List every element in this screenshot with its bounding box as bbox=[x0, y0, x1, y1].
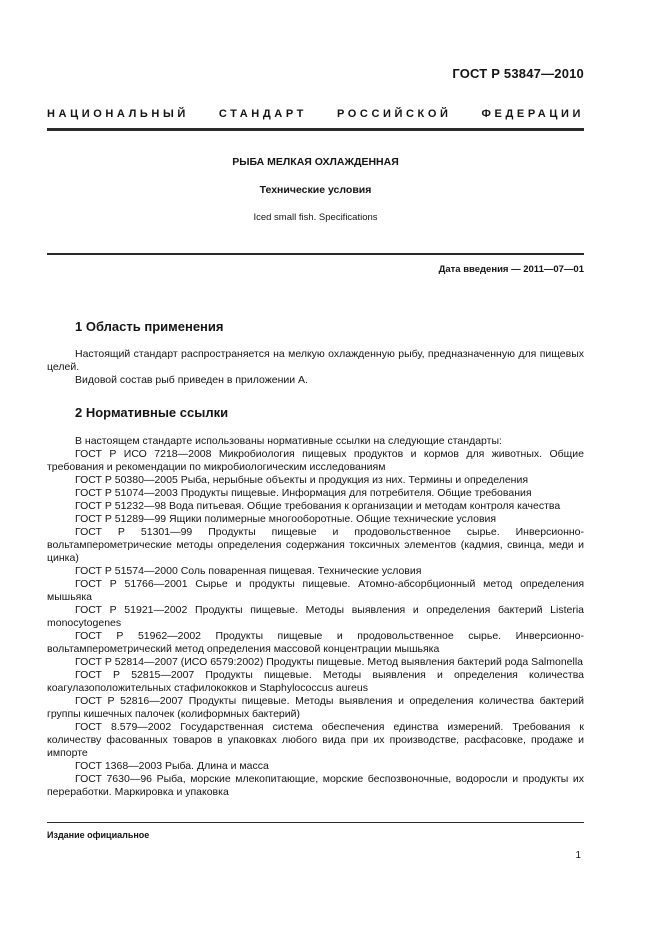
english-title: Iced small fish. Specifications bbox=[253, 212, 378, 223]
document-title: РЫБА МЕЛКАЯ ОХЛАЖДЕННАЯ bbox=[232, 156, 399, 168]
reference-item: ГОСТ Р 51074—2003 Продукты пищевые. Информация для потребителя. Общие требования bbox=[75, 487, 532, 499]
reference-item: ГОСТ Р 51962—2002 Продукты пищевые и продовольственное сырье. Инверсионно-вольтамперометрический метод определения массовой концентрации мышьяка bbox=[47, 630, 584, 655]
reference-item: ГОСТ Р 51574—2000 Соль поваренная пищевая. Технические условия bbox=[75, 565, 422, 577]
reference-item: ГОСТ Р 51232—98 Вода питьевая. Общие требования к организации и методам контроля качества bbox=[75, 500, 561, 512]
national-standard-banner: НАЦИОНАЛЬНЫЙ СТАНДАРТ РОССИЙСКОЙ ФЕДЕРАЦИИ bbox=[47, 108, 584, 120]
reference-item: ГОСТ Р 50380—2005 Рыба, нерыбные объекты и продукция из них. Термины и определения bbox=[75, 474, 529, 486]
title-divider bbox=[47, 253, 584, 255]
reference-item: ГОСТ 8.579—2002 Государственная система обеспечения единства измерений. Требования к количеству фасованных товаров в упаковках любого вида при их производстве, расфасовке, продаже и импорте bbox=[47, 721, 584, 759]
section-2-heading: 2 Нормативные ссылки bbox=[75, 405, 229, 420]
reference-item: ГОСТ Р 51766—2001 Сырье и продукты пищевые. Атомно-абсорбционный метод определения мышьяка bbox=[47, 578, 584, 603]
reference-item: ГОСТ Р 52816—2007 Продукты пищевые. Методы выявления и определения количества бактерий группы кишечных палочек (колиформных бактерий) bbox=[47, 695, 584, 720]
reference-item: ГОСТ Р 51289—99 Ящики полимерные многооборотные. Общие технические условия bbox=[75, 513, 497, 525]
paragraph: Настоящий стандарт распространяется на мелкую охлажденную рыбу, предназначенную для пищевых целей. bbox=[47, 348, 584, 373]
section-1-body bbox=[47, 348, 584, 387]
reference-item: ГОСТ 7630—96 Рыба, морские млекопитающие, морские беспозвоночные, водоросли и продукты их переработки. Маркировка и упаковка bbox=[47, 773, 584, 798]
reference-item: ГОСТ Р 52814—2007 (ИСО 6579:2002) Продукты пищевые. Метод выявления бактерий рода Salmonella bbox=[75, 656, 584, 668]
header-divider bbox=[47, 128, 584, 131]
introduction-date: Дата введения — 2011—07—01 bbox=[438, 264, 584, 275]
paragraph: Видовой состав рыб приведен в приложении А. bbox=[75, 374, 308, 386]
reference-item: ГОСТ Р 51921—2002 Продукты пищевые. Методы выявления и определения бактерий Listeria monocytogenes bbox=[47, 604, 584, 629]
paragraph: В настоящем стандарте использованы нормативные ссылки на следующие стандарты: bbox=[75, 435, 502, 447]
footer-divider bbox=[47, 822, 584, 823]
reference-item: ГОСТ 1368—2003 Рыба. Длина и масса bbox=[75, 760, 269, 772]
document-number: ГОСТ Р 53847—2010 bbox=[452, 66, 584, 81]
reference-item: ГОСТ Р 52815—2007 Продукты пищевые. Методы выявления и определения количества коагулазоположительных стафилококков и Staphylococcus aureus bbox=[47, 669, 584, 694]
reference-item: ГОСТ Р 51301—99 Продукты пищевые и продовольственное сырье. Инверсионно-вольтамперометрические методы определения содержания токсичных элементов (кадмия, свинца, меди и цинка) bbox=[47, 526, 584, 564]
reference-item: ГОСТ Р ИСО 7218—2008 Микробиология пищевых продуктов и кормов для животных. Общие требования и рекомендации по микробиологическим исследованиям bbox=[47, 448, 584, 473]
page-number: 1 bbox=[575, 850, 581, 861]
section-1-heading: 1 Область применения bbox=[75, 319, 224, 334]
edition-label: Издание официальное bbox=[47, 830, 150, 840]
document-subtitle: Технические условия bbox=[259, 184, 372, 196]
section-2-body bbox=[47, 435, 584, 799]
